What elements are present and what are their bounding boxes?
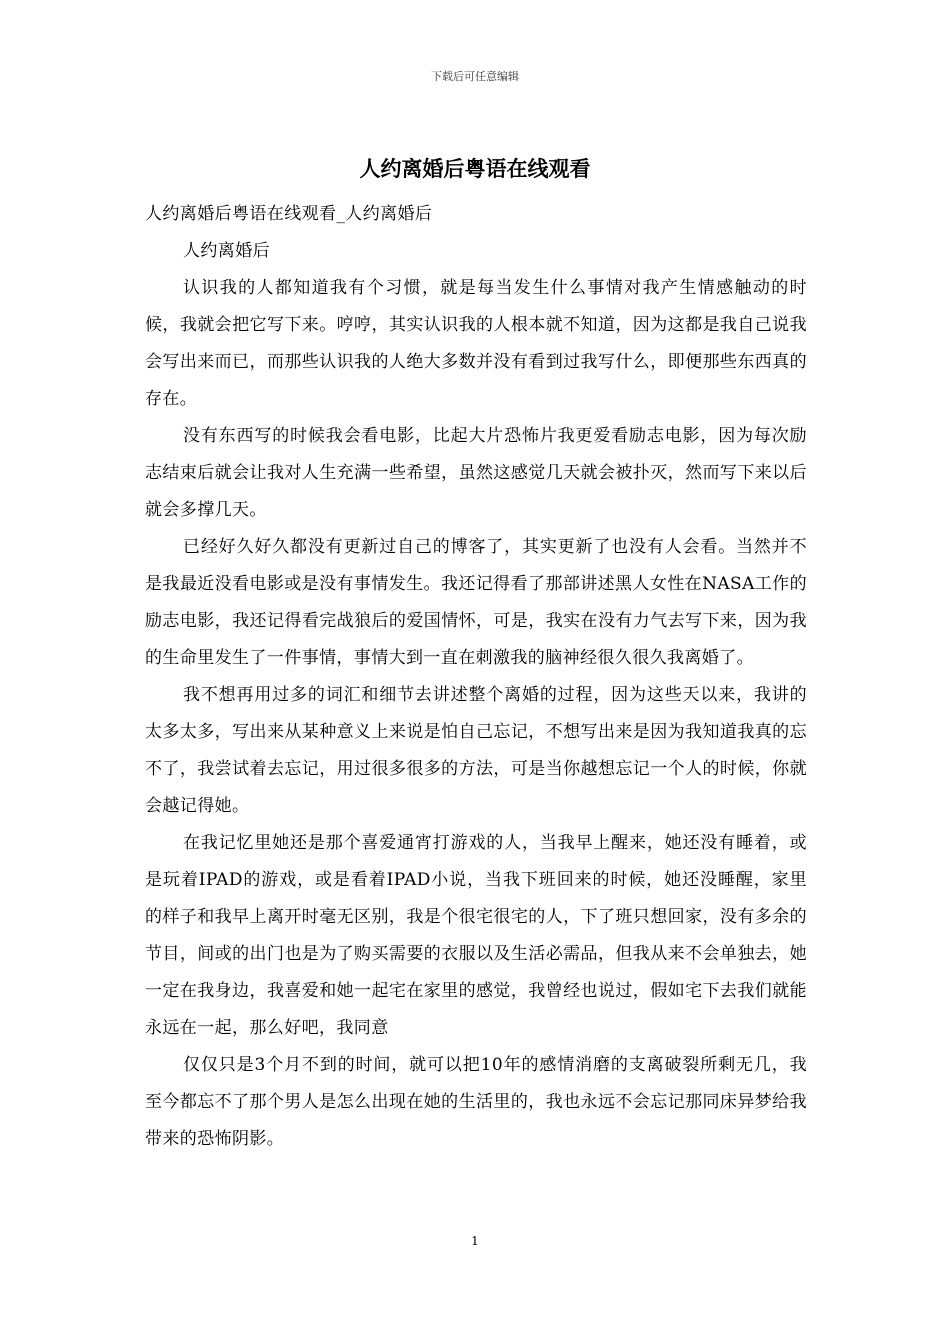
section-heading: 人约离婚后 <box>183 241 270 261</box>
paragraph: 没有东西写的时候我会看电影，比起大片恐怖片我更爱看励志电影，因为每次励志结束后就会让我对人生充满一些希望，虽然这感觉几天就会被扑灭，然而写下来以后就会多撑几天。 <box>145 426 807 520</box>
header-note: 下载后可任意编辑 <box>431 70 519 83</box>
paragraph: 仅仅只是3个月不到的时间，就可以把10年的感情消磨的支离破裂所剩无几，我至今都忘不了那个男人是怎么出现在她的生活里的，我也永远不会忘记那同床异梦给我带来的恐怖阴影。 <box>145 1055 807 1149</box>
paragraph: 我不想再用过多的词汇和细节去讲述整个离婚的过程，因为这些天以来，我讲的太多太多，写出来从某种意义上来说是怕自己忘记，不想写出来是因为我知道我真的忘不了，我尝试着去忘记，用过很多很多的方法，可是当你越想忘记一个人的时候，你就会越记得她。 <box>145 685 807 816</box>
paragraph: 认识我的人都知道我有个习惯，就是每当发生什么事情对我产生情感触动的时候，我就会把它写下来。哼哼，其实认识我的人根本就不知道，因为这都是我自己说我会写出来而已，而那些认识我的人绝大多数并没有看到过我写什么，即便那些东西真的存在。 <box>145 278 807 409</box>
page-number: 1 <box>471 1234 479 1248</box>
document-title: 人约离婚后粤语在线观看 <box>359 156 591 181</box>
paragraph: 在我记忆里她还是那个喜爱通宵打游戏的人，当我早上醒来，她还没有睡着，或是玩着IPAD的游戏，或是看着IPAD小说，当我下班回来的时候，她还没睡醒，家里的样子和我早上离开时毫无区别，我是个很宅很宅的人，下了班只想回家，没有多余的节目，间或的出门也是为了购买需要的衣服以及生活必需品，但我从来不会单独去，她一定在我身边，我喜爱和她一起宅在家里的感觉，我曾经也说过，假如宅下去我们就能永远在一起，那么好吧，我同意 <box>145 833 807 1038</box>
paragraph: 已经好久好久都没有更新过自己的博客了，其实更新了也没有人会看。当然并不是我最近没看电影或是没有事情发生。我还记得看了那部讲述黑人女性在NASA工作的励志电影，我还记得看完战狼后的爱国情怀，可是，我实在没有力气去写下来，因为我的生命里发生了一件事情，事情大到一直在刺激我的脑神经很久很久我离婚了。 <box>145 537 807 668</box>
document-body <box>145 196 807 1158</box>
document-subtitle: 人约离婚后粤语在线观看_人约离婚后 <box>145 204 433 224</box>
